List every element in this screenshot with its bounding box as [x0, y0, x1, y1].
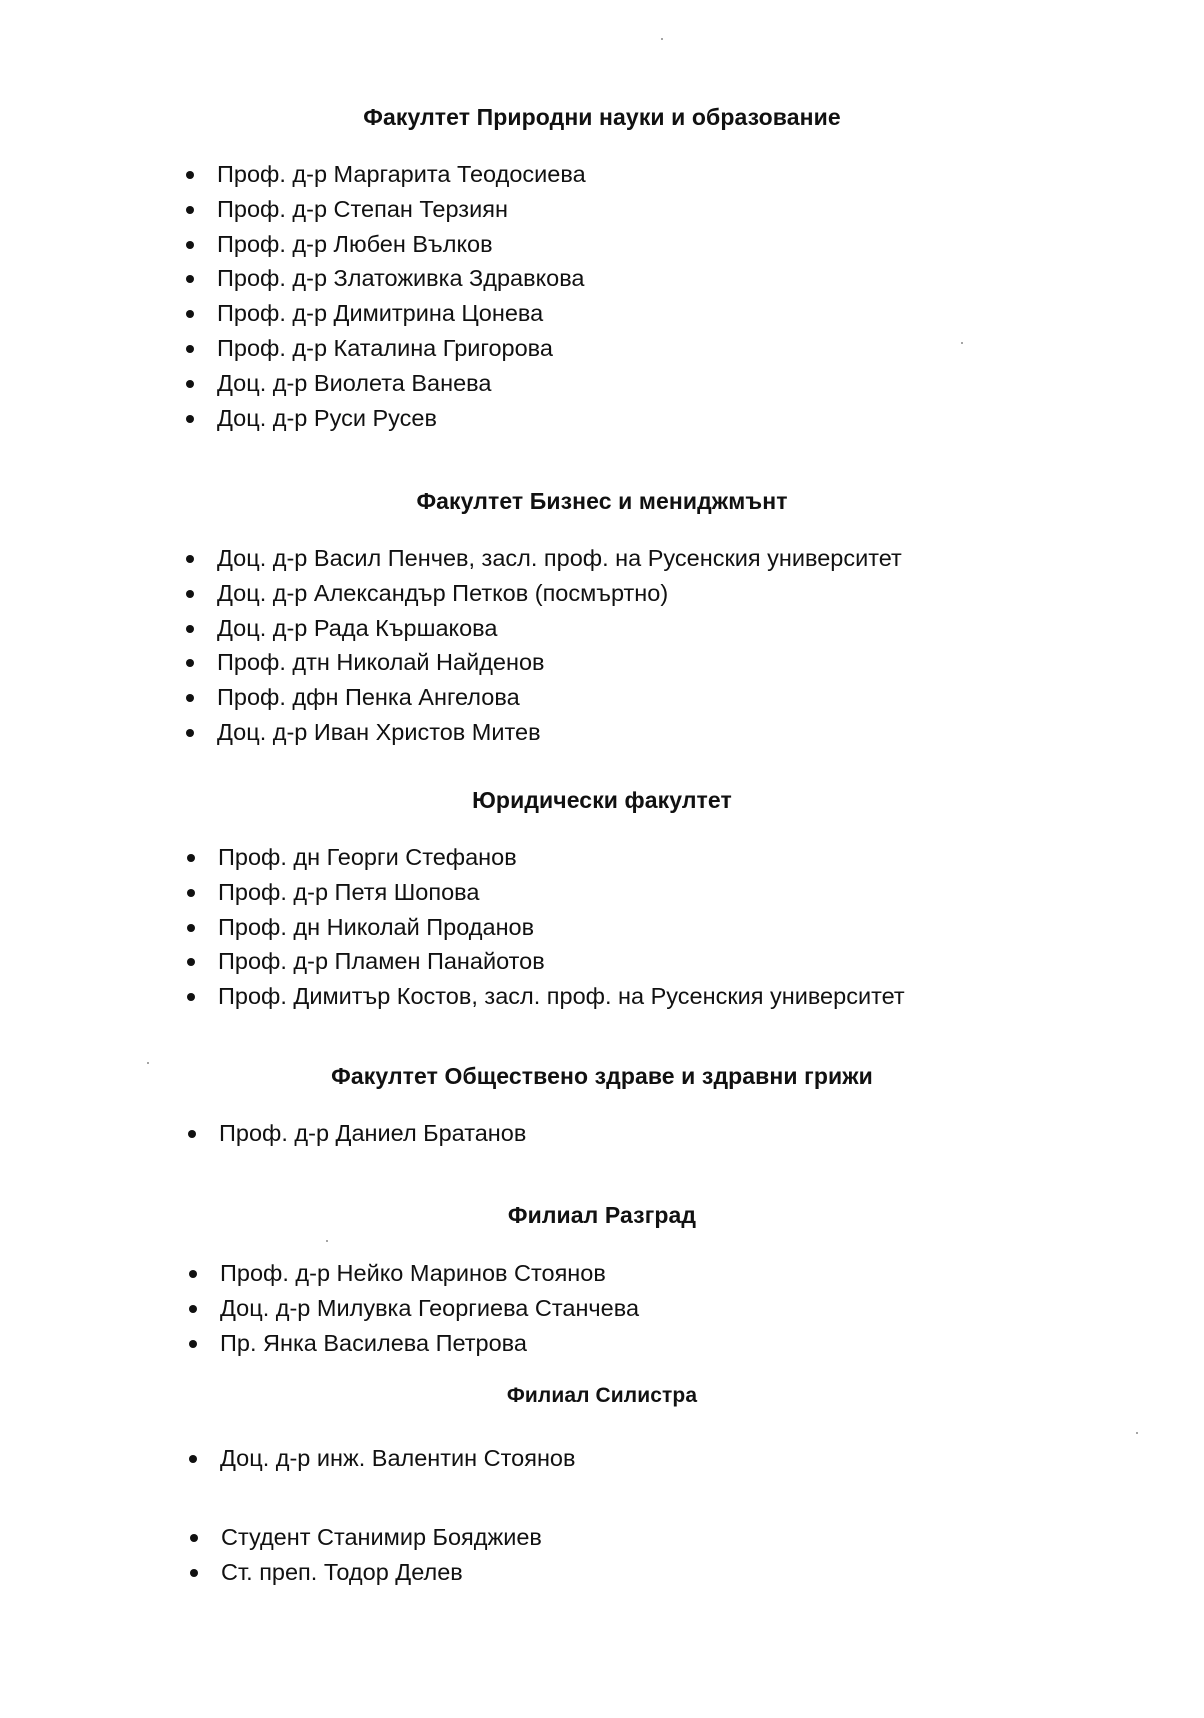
list-item	[218, 840, 905, 875]
section-list-razgrad	[220, 1256, 639, 1360]
bullet-icon	[189, 1455, 197, 1463]
bullet-icon	[186, 171, 194, 179]
bullet-icon	[186, 625, 194, 633]
bullet-icon	[190, 1534, 198, 1542]
list-item-text: Проф. д-р Даниел Братанов	[219, 1120, 527, 1146]
scan-speck	[961, 342, 963, 344]
bullet-icon	[188, 1130, 196, 1138]
list-item-text: Проф. д-р Степан Терзиян	[217, 195, 508, 222]
scan-speck	[147, 1062, 149, 1064]
list-item	[217, 401, 586, 436]
list-item	[217, 227, 586, 262]
list-item-text: Проф. д-р Пламен Панайотов	[218, 948, 545, 975]
bullet-icon	[187, 854, 195, 862]
list-item	[217, 157, 586, 192]
list-item-text: Проф. дн Николай Проданов	[218, 913, 535, 940]
section-list-natural-sciences	[217, 157, 586, 435]
list-item	[218, 910, 905, 945]
section-list-silistra	[220, 1441, 575, 1476]
section-list-business	[217, 541, 902, 750]
list-item-text: Проф. д-р Петя Шопова	[218, 878, 480, 905]
bullet-icon	[186, 345, 194, 353]
scan-speck	[661, 38, 663, 40]
bullet-icon	[187, 889, 195, 897]
bullet-icon	[186, 415, 194, 423]
list-item	[217, 261, 586, 296]
list-item	[217, 296, 586, 331]
list-item	[217, 611, 902, 646]
list-item-text: Проф. д-р Каталина Григорова	[217, 334, 553, 361]
bullet-icon	[186, 275, 194, 283]
list-item	[221, 1555, 542, 1590]
list-item-text: Доц. д-р Рада Кършакова	[217, 614, 498, 641]
list-item	[218, 944, 905, 979]
list-item-text: Доц. д-р Иван Христов Митев	[217, 718, 541, 745]
list-item-text: Проф. дтн Николай Найденов	[217, 649, 545, 676]
list-item	[217, 192, 586, 227]
bullet-icon	[186, 659, 194, 667]
section-heading-razgrad: Филиал Разград	[507, 1202, 697, 1228]
list-item-text: Проф. д-р Любен Вълков	[217, 230, 493, 257]
section-list-public-health	[219, 1116, 526, 1151]
bullet-icon	[187, 993, 195, 1001]
list-item-text: Проф. Димитър Костов, засл. проф. на Русенския университет	[218, 983, 905, 1010]
section-heading-public-health: Факултет Обществено здраве и здравни грижи	[331, 1063, 873, 1089]
bullet-icon	[189, 1305, 197, 1313]
section-heading-silistra: Филиал Силистра	[506, 1384, 698, 1407]
list-item-text: Доц. д-р Руси Русев	[217, 404, 437, 431]
list-item-text: Доц. д-р Александър Петков (посмъртно)	[217, 579, 669, 606]
list-item-text: Проф. д-р Златоживка Здравкова	[217, 265, 585, 292]
list-item	[220, 1256, 639, 1291]
list-item	[220, 1441, 575, 1476]
bullet-icon	[186, 206, 194, 214]
section-heading-natural-sciences: Факултет Природни науки и образование	[363, 104, 841, 130]
list-item	[217, 645, 902, 680]
bullet-icon	[186, 241, 194, 249]
list-item-text: Проф. д-р Димитрина Цонева	[217, 300, 544, 327]
scan-speck	[1136, 1432, 1138, 1434]
list-item	[218, 979, 905, 1014]
list-item-text: Проф. дфн Пенка Ангелова	[217, 684, 520, 711]
bullet-icon	[186, 729, 194, 737]
list-item	[217, 541, 902, 576]
section-list-law	[218, 840, 905, 1014]
list-item	[220, 1326, 639, 1361]
list-item-text: Ст. преп. Тодор Делев	[221, 1558, 463, 1585]
extra-list	[221, 1520, 542, 1590]
list-item	[220, 1291, 639, 1326]
section-heading-law: Юридически факултет	[472, 787, 732, 813]
scan-speck	[326, 1240, 328, 1242]
list-item	[217, 331, 586, 366]
list-item	[217, 715, 902, 750]
list-item-text: Доц. д-р Милувка Георгиева Станчева	[220, 1294, 640, 1321]
bullet-icon	[187, 924, 195, 932]
list-item	[217, 576, 902, 611]
bullet-icon	[186, 555, 194, 563]
list-item-text: Доц. д-р Васил Пенчев, засл. проф. на Русенския университет	[217, 545, 902, 571]
bullet-icon	[186, 590, 194, 598]
list-item	[221, 1520, 542, 1555]
list-item-text: Доц. д-р инж. Валентин Стоянов	[220, 1445, 576, 1471]
list-item-text: Проф. дн Георги Стефанов	[218, 844, 517, 870]
list-item-text: Доц. д-р Виолета Ванева	[217, 369, 492, 396]
list-item	[217, 366, 586, 401]
section-heading-business: Факултет Бизнес и мениджмънт	[416, 488, 788, 514]
bullet-icon	[186, 380, 194, 388]
list-item-text: Студент Станимир Бояджиев	[221, 1524, 542, 1550]
bullet-icon	[186, 310, 194, 318]
list-item	[217, 680, 902, 715]
list-item	[218, 875, 905, 910]
list-item-text: Проф. д-р Маргарита Теодосиева	[217, 161, 586, 187]
list-item	[219, 1116, 526, 1151]
bullet-icon	[187, 958, 195, 966]
bullet-icon	[189, 1270, 197, 1278]
bullet-icon	[189, 1340, 197, 1348]
bullet-icon	[190, 1569, 198, 1577]
bullet-icon	[186, 694, 194, 702]
list-item-text: Пр. Янка Василева Петрова	[220, 1329, 527, 1356]
list-item-text: Проф. д-р Нейко Маринов Стоянов	[220, 1260, 606, 1286]
